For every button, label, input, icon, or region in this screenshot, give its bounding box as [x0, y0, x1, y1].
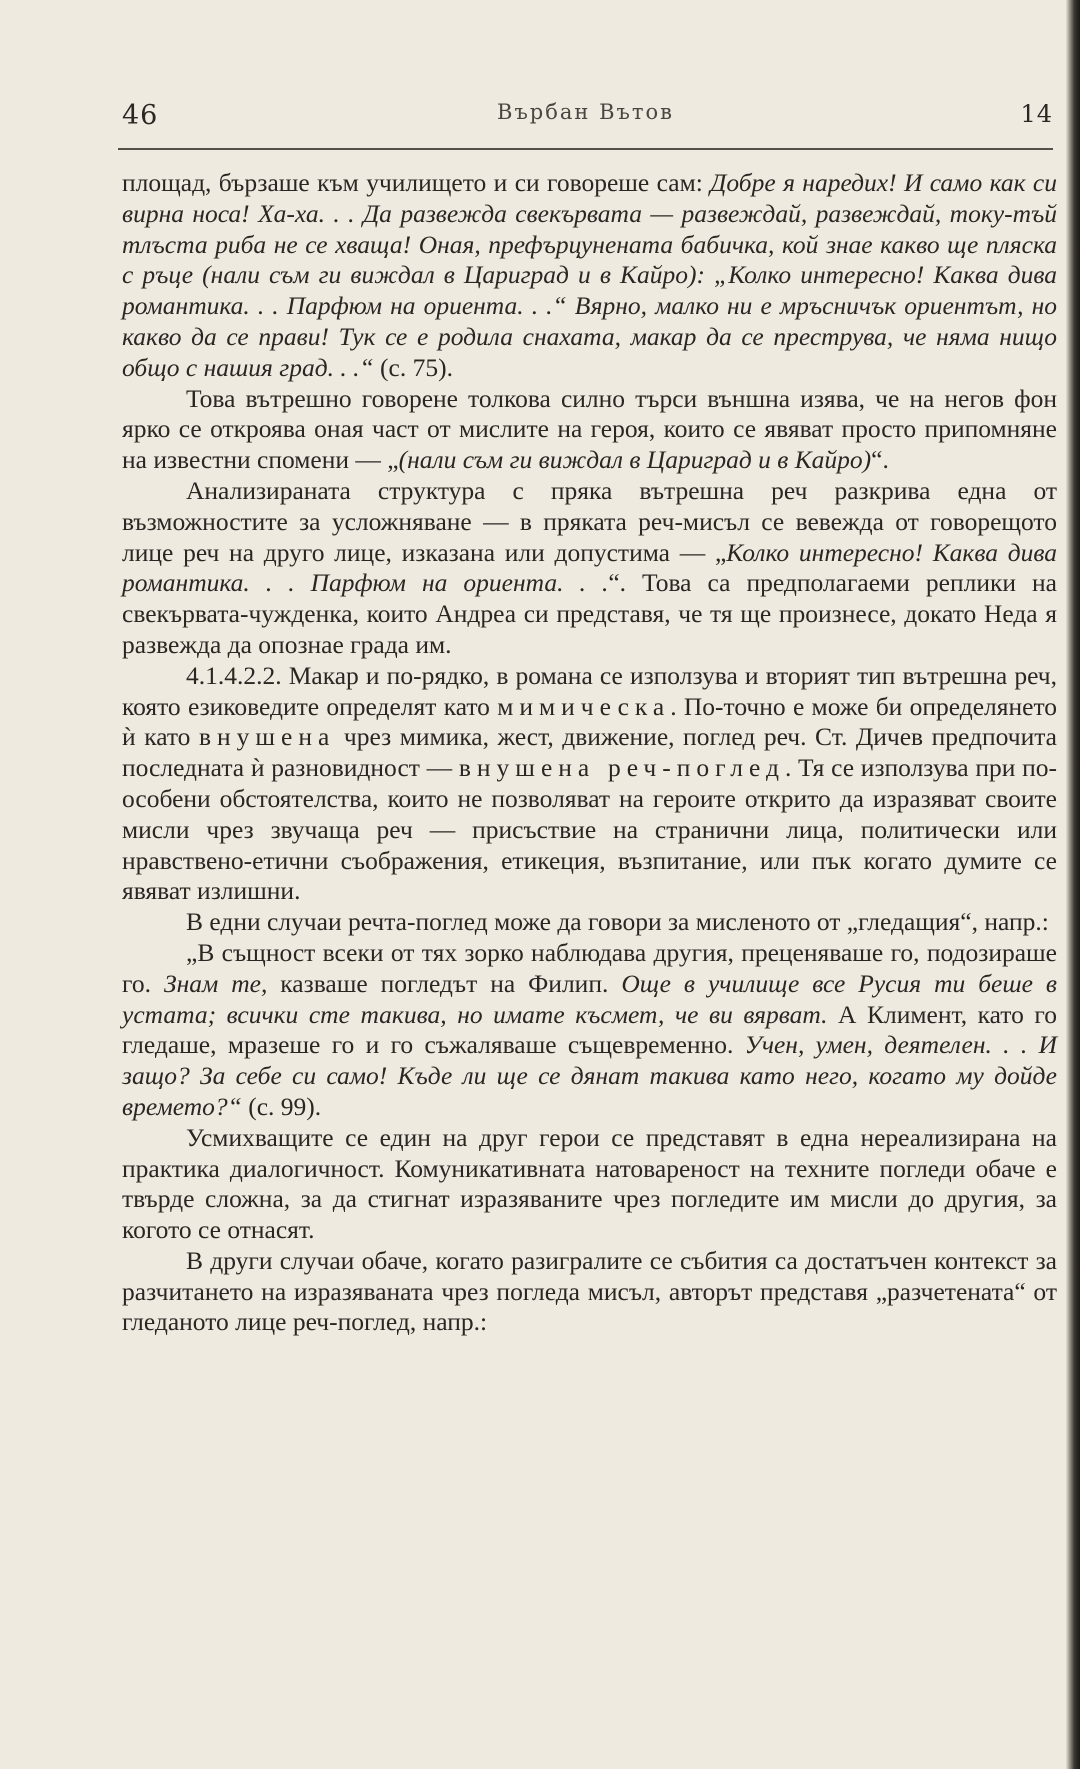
text-run: “. Това са предполагаеми реплики на свекървата-чужденка, които Андреа си представя, че тя ще произнесе, докато Неда я развежда да опознае града им. [122, 568, 1058, 659]
running-header [118, 100, 1053, 140]
spaced-text: мимическа [497, 691, 671, 721]
italic-text: Знам те, [163, 968, 268, 998]
header-rule [118, 148, 1053, 150]
text-run: казваше погледът на Филип. [267, 968, 622, 998]
paragraph [122, 1246, 1057, 1338]
spaced-text: внушена реч-поглед [458, 753, 785, 783]
paragraph [122, 384, 1057, 476]
running-head-author: Върбан Вътов [497, 100, 674, 124]
text-run: . Тя се използува при по-особени обстоятелства, които не позволяват на героите открито да изразяват своите мисли чрез звучаща реч — присъствие на странични лица, политически или нравствено-етични съображения, етикеция, възпитание, или пък когато думите се явяват излишни. [122, 753, 1057, 906]
paragraph [122, 661, 1057, 907]
page-body [122, 168, 1057, 1338]
italic-text: Добре я наредих! И само как си вирна носа! Ха-ха. . . Да развежда свекървата — развеждай, развеждай, току-тъй тлъста риба не се хваща! Оная, префърцунената бабичка, кой знае какво ще пляска с ръце (нали съм ги виждал в Цариград и в Кайро): „Колко интересно! Каква дива романтика. . . Парфюм на ориента. . .“ Вярно, малко ни е мръсничък ориентът, но какво да се прави! Тук се е родила снахата, макар да се преструва, че няма нищо общо с нашия град. . .“ [122, 168, 1057, 382]
paragraph [122, 168, 1057, 384]
text-run: В едни случаи речта-поглед може да говори за мисленото от „гледащия“, напр.: [186, 907, 1049, 937]
italic-text: Учен, умен, деятелен. . . И защо? За себе си само! Къде ли ще се дянат такива като него, когато му дойде времето?“ [122, 1030, 1057, 1121]
paragraph [122, 1123, 1057, 1246]
text-run: “. [871, 445, 889, 475]
paragraph [122, 476, 1057, 661]
text-run: площад, бързаше към училището и си говореше сам: [122, 168, 711, 197]
text-run: (с. 75). [373, 352, 453, 382]
text-run: „В същност всеки от тях зорко наблюдава другия, преценяваше го, подозираше го. [122, 937, 1057, 998]
text-run: Това вътрешно говорене толкова силно търси външна изява, че на негов фон ярко се откроява оная част от мислите на героя, които се явяват просто припомняне на известни спомени — „ [122, 383, 1057, 475]
italic-text: Още в училище все Русия ти беше в устата; всички сте такива, но имате късмет, че ви вярват. [122, 968, 1057, 1029]
spaced-text: внушена [198, 722, 336, 752]
text-run: Анализираната структура с пряка вътрешна реч разкрива една от възможностите за усложняване — в пряката реч-мисъл се вевежда от говорещото лице реч на друго лице, изказана или допустима — „ [122, 475, 1057, 567]
page-number: 46 [122, 100, 159, 131]
italic-text: (нали съм ги виждал в Цариград и в Кайро) [398, 445, 872, 475]
text-run: 4.1.4.2.2. Макар и по-рядко, в романа се използува и вторият тип вътрешна реч, която езиковедите определят като [122, 660, 1057, 721]
text-run: Усмихващите се един на друг герои се представят в една нереализирана на практика диалогичност. Комуникативната натовареност на техните погледи обаче е твърде сложна, за да стигнат изразяваните чрез погледите им мисли до другия, за когото се отнасят. [122, 1122, 1057, 1245]
page-edge-shadow [1066, 0, 1080, 1769]
text-run: чрез мимика, жест, движение, поглед реч. Ст. Дичев предпочита последната ѝ разновидност — [122, 722, 1057, 783]
italic-text: Колко интересно! Каква дива романтика. . . Парфюм на ориента. . . [122, 537, 1057, 598]
text-run: (с. 99). [241, 1091, 322, 1121]
paragraph [122, 938, 1057, 1123]
text-run: В други случаи обаче, когато разигралите се събития са достатъчен контекст за разчитането на изразяваната чрез погледа мисъл, авторът представя „разчетената“ от гледаното лице реч-поглед, напр.: [122, 1245, 1057, 1337]
text-run: А Климент, като го гледаше, мразеше го и го съжаляваше същевременно. [122, 999, 1058, 1060]
text-run: . По-точно е може би определянето ѝ като [122, 691, 1058, 752]
paragraph [122, 907, 1057, 938]
section-number: 14 [1020, 100, 1053, 128]
